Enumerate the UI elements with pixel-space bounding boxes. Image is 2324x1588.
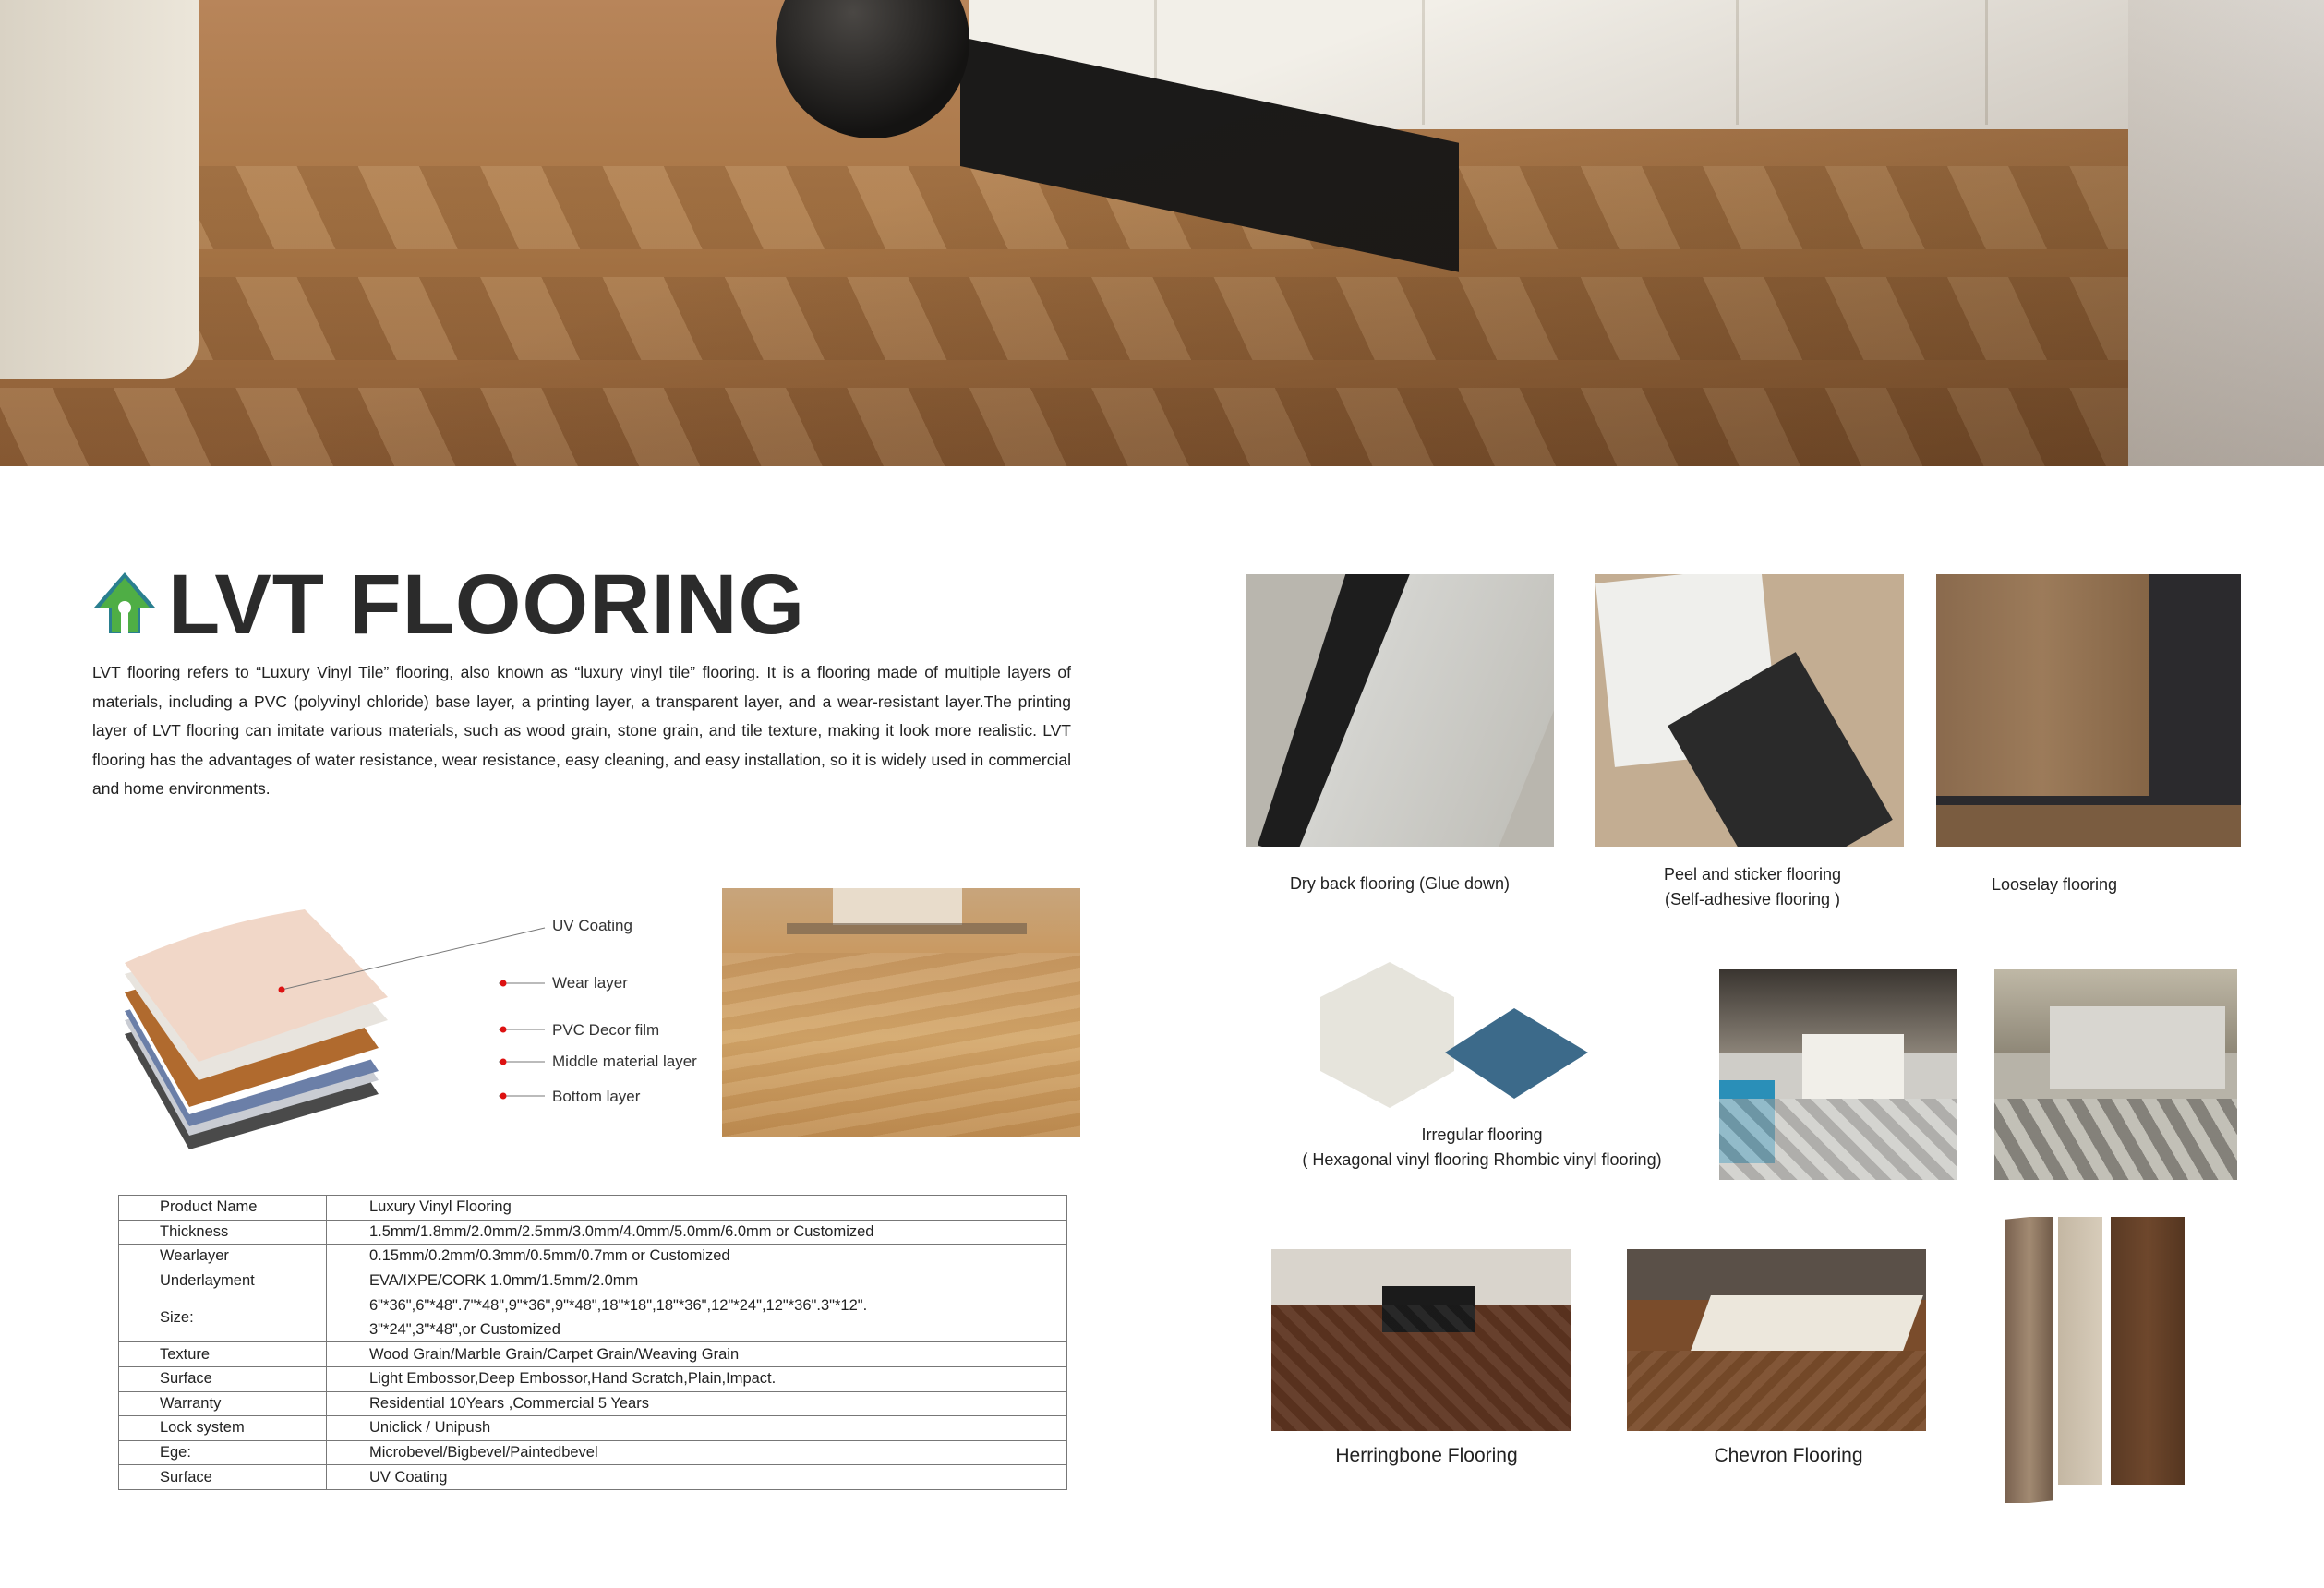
spec-value: Wood Grain/Marble Grain/Carpet Grain/Weaving Grain xyxy=(327,1342,1067,1367)
caption-irregular-2: ( Hexagonal vinyl flooring Rhombic vinyl flooring) xyxy=(1302,1150,1662,1169)
irregular-tiles-graphic xyxy=(1316,960,1611,1122)
spec-key: Underlayment xyxy=(119,1269,327,1293)
spec-value: 1.5mm/1.8mm/2.0mm/2.5mm/3.0mm/4.0mm/5.0mm/6.0mm or Customized xyxy=(327,1220,1067,1245)
table-row xyxy=(119,1196,1067,1221)
tree-logo-icon xyxy=(92,571,157,635)
table-row xyxy=(119,1269,1067,1293)
table-row xyxy=(119,1465,1067,1490)
caption-dry-back: Dry back flooring (Glue down) xyxy=(1289,874,1511,893)
spec-value: 0.15mm/0.2mm/0.3mm/0.5mm/0.7mm or Customized xyxy=(327,1245,1067,1269)
spec-key: Wearlayer xyxy=(119,1245,327,1269)
table-row xyxy=(119,1440,1067,1465)
spec-value: EVA/IXPE/CORK 1.0mm/1.5mm/2.0mm xyxy=(327,1269,1067,1293)
table-row xyxy=(119,1416,1067,1441)
spec-value: Residential 10Years ,Commercial 5 Years xyxy=(327,1391,1067,1416)
table-row xyxy=(119,1391,1067,1416)
caption-irregular-1: Irregular flooring xyxy=(1421,1125,1543,1144)
caption-peel-1: Peel and sticker flooring xyxy=(1663,865,1842,884)
layer-label-middle: Middle material layer xyxy=(552,1053,697,1070)
layer-label-uv: UV Coating xyxy=(552,917,632,934)
spec-key: Lock system xyxy=(119,1416,327,1441)
bedroom-hex-floor-photo xyxy=(1994,969,2237,1180)
spec-key: Surface xyxy=(119,1465,327,1490)
layer-label-bottom: Bottom layer xyxy=(552,1088,641,1105)
caption-chevron: Chevron Flooring xyxy=(1714,1445,1863,1466)
spec-key: Size: xyxy=(119,1293,327,1342)
table-row xyxy=(119,1342,1067,1367)
page-title: LVT FLOORING xyxy=(168,558,806,652)
spec-value: Light Embossor,Deep Embossor,Hand Scratch,Plain,Impact. xyxy=(327,1366,1067,1391)
layer-label-decor: PVC Decor film xyxy=(552,1021,660,1039)
table-row xyxy=(119,1366,1067,1391)
spec-value: Luxury Vinyl Flooring xyxy=(327,1196,1067,1221)
spec-value: Uniclick / Unipush xyxy=(327,1416,1067,1441)
peel-stick-photo xyxy=(1595,574,1904,847)
spec-table xyxy=(118,1195,1067,1490)
herringbone-photo xyxy=(1271,1249,1571,1431)
table-row xyxy=(119,1245,1067,1269)
spec-key: Thickness xyxy=(119,1220,327,1245)
hero-floor-photo xyxy=(0,0,2324,466)
table-row xyxy=(119,1220,1067,1245)
spec-key: Ege: xyxy=(119,1440,327,1465)
layer-label-wear: Wear layer xyxy=(552,974,628,992)
caption-peel-2: (Self-adhesive flooring ) xyxy=(1664,890,1841,908)
wood-floor-room-photo xyxy=(722,888,1080,1137)
spec-key: Surface xyxy=(119,1366,327,1391)
dry-back-photo xyxy=(1246,574,1554,847)
cafe-hex-floor-photo xyxy=(1719,969,1957,1180)
table-row xyxy=(119,1293,1067,1342)
spec-value: UV Coating xyxy=(327,1465,1067,1490)
spec-value: Microbevel/Bigbevel/Paintedbevel xyxy=(327,1440,1067,1465)
spec-key: Warranty xyxy=(119,1391,327,1416)
plank-samples-photo xyxy=(2005,1217,2186,1503)
chevron-photo xyxy=(1627,1249,1926,1431)
spec-key: Texture xyxy=(119,1342,327,1367)
looselay-photo xyxy=(1936,574,2241,847)
spec-key: Product Name xyxy=(119,1196,327,1221)
caption-herringbone: Herringbone Flooring xyxy=(1335,1445,1518,1466)
caption-looselay: Looselay flooring xyxy=(1991,875,2118,894)
description-paragraph: LVT flooring refers to “Luxury Vinyl Tile” flooring, also known as “luxury vinyl tile” flooring. It is a flooring made of multiple layers of materials, including a PVC (polyvinyl chloride) base layer, a printing layer, a transparent layer, and a wear-resistant layer.The printing layer of LVT flooring can imitate various materials, such as wood grain, stone grain, and tile texture, making it look more realistic. LVT flooring has the advantages of water resistance, wear resistance, easy cleaning, and easy installation, so it is widely used in commercial and home environments. xyxy=(92,663,1071,798)
spec-value: 6"*36",6"*48".7"*48",9"*36",9"*48",18"*18",18"*36",12"*24",12"*36".3"*12". 3"*24",3"*48",or Customized xyxy=(327,1293,1067,1342)
